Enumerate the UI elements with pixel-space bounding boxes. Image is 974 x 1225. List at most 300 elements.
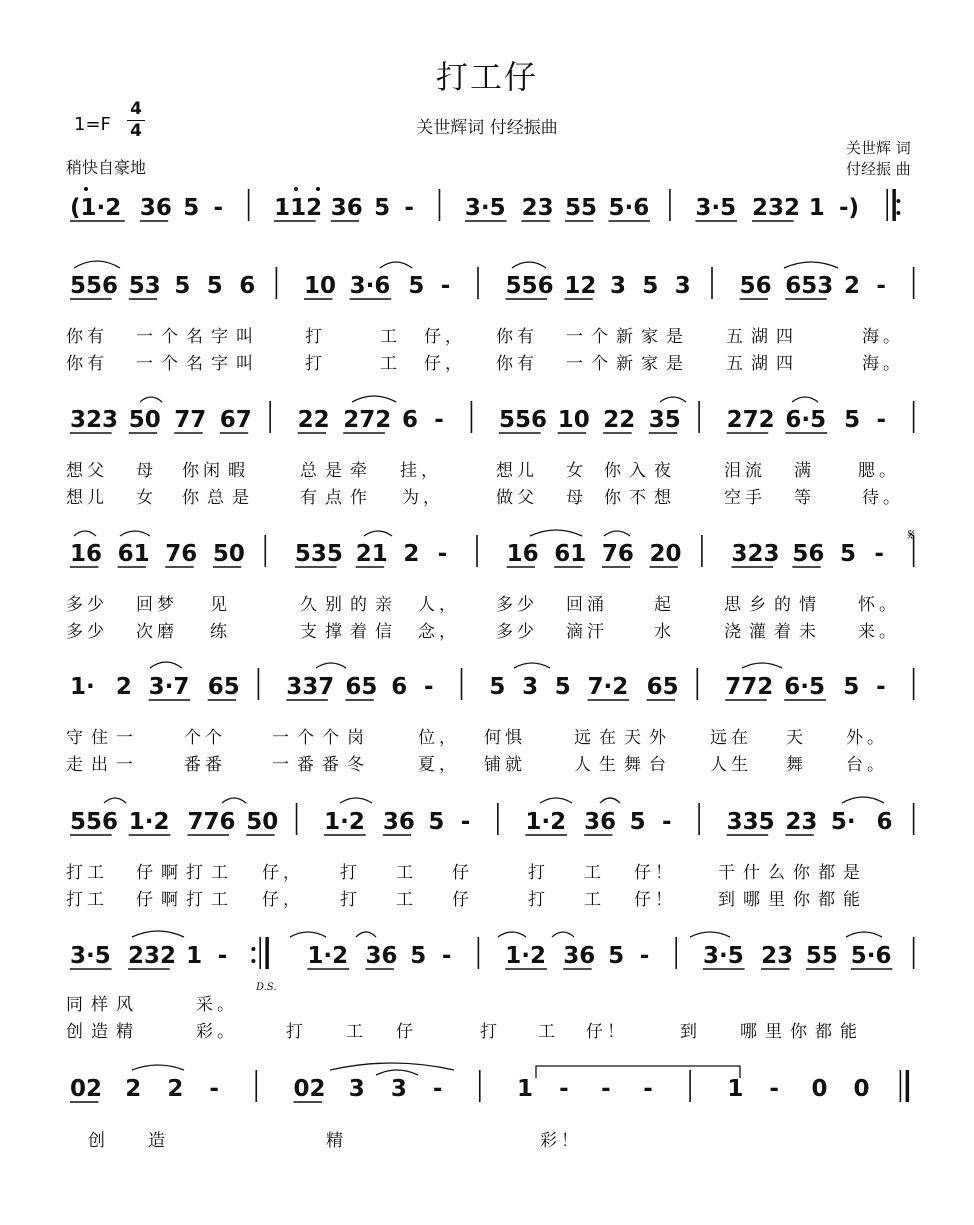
lyric-r6v2-7: 工 xyxy=(584,890,605,910)
lyric-r3v2-7: 你不想 xyxy=(604,488,679,508)
note-group: 3·5 xyxy=(695,195,737,221)
barline xyxy=(689,1070,691,1102)
note-group: - xyxy=(424,674,434,700)
lyric-r4v1-6: 回涌 xyxy=(566,595,608,615)
lyric-r5v1-2: 一个个岗 xyxy=(272,728,372,748)
slur xyxy=(742,663,782,668)
note-group: 5 xyxy=(174,273,191,299)
lyric-r4v1-5: 多少 xyxy=(496,595,538,615)
note-group: - xyxy=(769,1076,779,1102)
note-group: 337 xyxy=(286,674,335,700)
lyric-r5v1-8: 外。 xyxy=(846,728,888,748)
lyric-r6v1-7: 工 xyxy=(584,863,605,883)
lyric-r7v2-8: 到 xyxy=(680,1022,701,1042)
lyric-r6v2-9: 到哪里你都能 xyxy=(718,890,868,910)
lyric-r2v2-1: 一个名字叫 xyxy=(136,354,261,374)
lyric-r4v2-7: 水 xyxy=(654,622,675,642)
note-group: - xyxy=(213,195,224,221)
note-group: 323 xyxy=(70,407,119,433)
slur xyxy=(842,797,884,803)
lyric-r2v1-5: 你有 xyxy=(496,327,538,347)
slur xyxy=(150,662,182,668)
barline xyxy=(675,937,677,969)
slur xyxy=(356,932,376,937)
barline xyxy=(471,401,473,433)
lyric-r6v1-2: 仔， xyxy=(262,863,304,883)
lyric-r6v1-0: 打工 xyxy=(66,863,108,883)
lyric-r6v2-1: 仔啊打工 xyxy=(136,890,236,910)
lyric-r6v1-5: 仔 xyxy=(452,863,473,883)
slur xyxy=(376,1070,418,1075)
lyric-r4v1-4: 人， xyxy=(418,595,460,615)
note-group: - xyxy=(661,809,672,835)
note-group: 6 xyxy=(401,407,418,433)
lyric-r6v1-1: 仔啊打工 xyxy=(136,863,236,883)
lyric-r3v1-5: 挂， xyxy=(400,461,442,481)
note-group: 65 xyxy=(207,674,240,700)
lyric-r2v1-1: 一个名字叫 xyxy=(136,327,261,347)
barline xyxy=(698,401,700,433)
note-group: 36 xyxy=(139,195,172,221)
note-group: - xyxy=(876,407,887,433)
note-group: 10 xyxy=(304,273,337,299)
note-group: 1· xyxy=(70,674,95,700)
note-group: 23 xyxy=(521,195,554,221)
slur xyxy=(540,798,572,803)
note-group: 02 xyxy=(70,1076,103,1102)
note-group: 5 xyxy=(408,273,425,299)
lyric-r6v1-9: 干什么你都是 xyxy=(718,863,868,883)
lyric-r3v2-3: 有点作 xyxy=(300,488,375,508)
slur xyxy=(316,663,346,668)
lyric-r2v1-8: 海。 xyxy=(862,327,904,347)
lyric-r3v2-9: 等 xyxy=(794,488,815,508)
slur xyxy=(330,1063,454,1070)
lyric-r5v2-5: 人生舞台 xyxy=(574,755,674,775)
lyric-r4v1-2: 见 xyxy=(210,595,231,615)
barline xyxy=(913,803,915,835)
note-group: 56 xyxy=(792,541,825,567)
lyric-r7v2-7: 仔！ xyxy=(586,1022,628,1042)
barline xyxy=(258,668,260,700)
barline xyxy=(276,267,278,299)
lyric-r3v1-8: 你入夜 xyxy=(604,461,679,481)
lyric-r7v2-6: 工 xyxy=(538,1022,559,1042)
barline xyxy=(269,401,271,433)
lyric-r4v1-7: 起 xyxy=(654,595,675,615)
lyric-r2v2-0: 你有 xyxy=(66,354,108,374)
note-group: 55 xyxy=(565,195,598,221)
lyric-r8v1-3: 彩！ xyxy=(540,1131,582,1151)
lyric-r7v2-4: 仔 xyxy=(396,1022,417,1042)
barline xyxy=(476,535,478,567)
note-group: 65 xyxy=(646,674,679,700)
note-group: 6 xyxy=(391,674,408,700)
lyric-r2v1-6: 一个新家是 xyxy=(566,327,691,347)
barline xyxy=(900,1070,902,1102)
note-group: 5 xyxy=(843,674,860,700)
note-group: (1·2 xyxy=(70,195,122,221)
slur xyxy=(74,531,96,536)
note-group: 61 xyxy=(554,541,587,567)
slur xyxy=(512,262,546,268)
note-group: 3·6 xyxy=(349,273,391,299)
note-group: 6 xyxy=(876,809,893,835)
lyric-r2v2-2: 打 xyxy=(305,354,326,374)
slur xyxy=(514,663,550,668)
note-group: 232 xyxy=(752,195,801,221)
note-group: - xyxy=(874,541,884,567)
lyric-r3v1-4: 总是牵 xyxy=(300,461,375,481)
note-group: 2 xyxy=(844,273,861,299)
lyric-r2v2-6: 一个新家是 xyxy=(566,354,691,374)
lyric-r4v2-9: 来。 xyxy=(858,622,900,642)
note-group: - xyxy=(440,273,451,299)
barline xyxy=(913,668,915,700)
note-group: 2 xyxy=(125,1076,142,1102)
note-group: 36 xyxy=(365,943,398,969)
note-group: 1 xyxy=(186,943,203,969)
note-group: 3·7 xyxy=(148,674,190,700)
note-group: - xyxy=(876,674,886,700)
lyric-r6v2-2: 仔， xyxy=(262,890,304,910)
barline xyxy=(478,937,480,969)
note-group: 323 xyxy=(731,541,780,567)
note-group: 232 xyxy=(128,943,177,969)
note-group: 5 xyxy=(206,273,223,299)
note-group: - xyxy=(559,1076,569,1102)
note-group: 5 xyxy=(629,809,646,835)
key-signature: 1=F xyxy=(74,114,111,135)
lyric-r4v2-2: 练 xyxy=(210,622,231,642)
barline xyxy=(248,189,250,221)
barline xyxy=(906,1070,910,1102)
note-group: 67 xyxy=(219,407,252,433)
note-group: - xyxy=(639,943,650,969)
lyric-r5v2-0: 走出一 xyxy=(66,755,141,775)
barline xyxy=(892,189,896,221)
note-group: 2 xyxy=(115,674,132,700)
note-group: 21 xyxy=(355,541,388,567)
note-group: - xyxy=(217,943,228,969)
lyric-r6v2-8: 仔！ xyxy=(634,890,676,910)
repeat-dot xyxy=(896,211,900,215)
note-group: 5·6 xyxy=(608,195,650,221)
slur xyxy=(498,932,526,937)
slur xyxy=(846,932,882,937)
lyric-r6v1-6: 打 xyxy=(528,863,549,883)
lyric-r3v2-6: 母 xyxy=(566,488,587,508)
slur xyxy=(222,798,246,803)
note-group: 3 xyxy=(348,1076,365,1102)
lyric-r3v2-5: 做父 xyxy=(496,488,538,508)
lyric-r6v2-6: 打 xyxy=(528,890,549,910)
barline xyxy=(439,189,441,221)
note-group: 1·2 xyxy=(525,809,567,835)
note-group: 535 xyxy=(294,541,343,567)
barline xyxy=(711,267,713,299)
slur xyxy=(132,931,184,937)
barline xyxy=(265,937,269,969)
lyric-r4v2-5: 多少 xyxy=(496,622,538,642)
note-group: 0 xyxy=(811,1076,828,1102)
note-group: 3·5 xyxy=(70,943,111,969)
slur xyxy=(530,530,582,536)
note-group: 0 xyxy=(853,1076,870,1102)
note-group: 6·5 xyxy=(784,674,826,700)
lyric-r3v1-9: 泪流 xyxy=(724,461,766,481)
lyric-r2v2-4: 仔， xyxy=(424,354,466,374)
lyric-r4v2-4: 念， xyxy=(418,622,460,642)
lyric-r2v2-8: 海。 xyxy=(862,354,904,374)
lyric-r2v1-4: 仔， xyxy=(424,327,466,347)
lyric-r3v2-10: 待。 xyxy=(862,488,904,508)
lyric-r2v2-5: 你有 xyxy=(496,354,538,374)
note-group: 55 xyxy=(805,943,838,969)
note-group: 5 xyxy=(642,273,659,299)
note-group: - xyxy=(643,1076,653,1102)
note-group: - xyxy=(209,1076,219,1102)
note-group: 10 xyxy=(557,407,590,433)
song-title: 打工仔 xyxy=(435,58,538,96)
lyric-r5v1-6: 远在 xyxy=(710,728,752,748)
lyric-r4v1-0: 多少 xyxy=(66,595,108,615)
note-group: 1·2 xyxy=(307,943,349,969)
lyric-r5v2-2: 一番番冬 xyxy=(272,755,372,775)
barline xyxy=(497,803,499,835)
note-group: 1 xyxy=(808,195,825,221)
note-group: 5 xyxy=(410,943,427,969)
lyric-r7v2-2: 打 xyxy=(286,1022,307,1042)
note-group: 776 xyxy=(187,809,236,835)
lyric-r5v1-5: 远在天外 xyxy=(574,728,674,748)
song-subtitle: 关世辉词 付经振曲 xyxy=(416,118,558,138)
slur xyxy=(552,932,574,937)
lyric-r6v1-3: 打 xyxy=(340,863,361,883)
lyric-r3v1-10: 满 xyxy=(794,461,815,481)
credit-lyricist: 关世辉 词 xyxy=(846,139,911,157)
note-group: 5 xyxy=(608,943,625,969)
slur xyxy=(104,798,126,803)
lyric-r4v2-6: 滴汗 xyxy=(566,622,608,642)
note-group: 5·6 xyxy=(850,943,892,969)
note-group: - xyxy=(601,1076,611,1102)
note-group: 5 xyxy=(183,195,200,221)
lyric-r3v2-4: 为， xyxy=(402,488,444,508)
lyric-r3v2-8: 空手 xyxy=(724,488,766,508)
barline xyxy=(669,189,671,221)
note-group: 1·2 xyxy=(324,809,365,835)
repeat-dot xyxy=(896,199,900,203)
note-group: 02 xyxy=(293,1076,326,1102)
note-group: 76 xyxy=(165,541,198,567)
note-group: - xyxy=(876,273,886,299)
lyric-r5v2-1: 番番 xyxy=(184,755,226,775)
ds-mark: D.S. xyxy=(256,982,277,993)
lyric-r5v1-7: 天 xyxy=(786,728,807,748)
slur xyxy=(784,262,838,268)
lyric-r8v1-2: 精 xyxy=(326,1131,347,1151)
slur xyxy=(132,1065,184,1070)
lyric-r7v2-9: 哪里你都能 xyxy=(740,1022,865,1042)
lyric-r2v1-2: 打 xyxy=(305,327,326,347)
lyric-r4v1-3: 久别的亲 xyxy=(300,595,400,615)
barline xyxy=(698,803,700,835)
barline xyxy=(479,1070,481,1102)
lyric-r3v1-3: 暇 xyxy=(228,461,249,481)
lyric-r2v1-7: 五湖四 xyxy=(726,327,801,347)
note-group: 3 xyxy=(390,1076,407,1102)
lyric-r8v1-1: 造 xyxy=(148,1131,169,1151)
note-group: 653 xyxy=(785,273,834,299)
lyric-r3v1-0: 想父 xyxy=(66,461,108,481)
lyric-r4v2-8: 浇灌着未 xyxy=(724,622,824,642)
barline xyxy=(255,1070,257,1102)
lyric-r4v1-8: 思乡的情 xyxy=(724,595,824,615)
note-group: 23 xyxy=(761,943,794,969)
lyric-r6v2-0: 打工 xyxy=(66,890,108,910)
lyric-r2v1-0: 你有 xyxy=(66,327,108,347)
note-group: 53 xyxy=(128,273,161,299)
note-group: 6 xyxy=(239,273,256,299)
slur xyxy=(604,531,630,536)
lyric-r6v1-4: 工 xyxy=(396,863,417,883)
slur xyxy=(380,262,412,268)
note-group: 5 xyxy=(428,809,445,835)
note-group: 3 xyxy=(674,273,691,299)
note-group: 22 xyxy=(603,407,636,433)
lyric-r7v2-5: 打 xyxy=(480,1022,501,1042)
note-group: - xyxy=(434,407,444,433)
barline xyxy=(913,937,915,969)
lyric-r2v1-3: 工 xyxy=(380,327,401,347)
note-group: 77 xyxy=(174,407,207,433)
lyric-r6v2-3: 打 xyxy=(340,890,361,910)
note-group: 50 xyxy=(212,541,245,567)
note-group: 556 xyxy=(70,273,119,299)
barline xyxy=(296,803,298,835)
note-group: 5 xyxy=(489,674,506,700)
note-group: 56 xyxy=(739,273,772,299)
barline xyxy=(477,267,479,299)
note-group: - xyxy=(404,195,414,221)
note-group: 5 xyxy=(839,541,856,567)
slur xyxy=(340,798,372,803)
tempo-marking: 稍快自豪地 xyxy=(66,158,147,177)
slur xyxy=(364,531,392,536)
note-group: - xyxy=(460,809,471,835)
note-group: -) xyxy=(838,195,860,221)
note-group: 556 xyxy=(70,809,119,835)
lyric-r8v1-0: 创 xyxy=(88,1131,109,1151)
slur xyxy=(140,397,162,402)
octave-dot xyxy=(294,187,298,191)
lyric-r4v2-0: 多少 xyxy=(66,622,108,642)
note-group: 35 xyxy=(648,407,681,433)
barline xyxy=(461,668,463,700)
note-group: 3·5 xyxy=(464,195,506,221)
note-group: 772 xyxy=(725,674,774,700)
note-group: 23 xyxy=(785,809,818,835)
lyric-r3v1-2: 你闲 xyxy=(182,461,224,481)
note-group: 20 xyxy=(649,541,682,567)
note-group: 556 xyxy=(498,407,547,433)
lyric-r5v2-4: 铺就 xyxy=(484,755,526,775)
note-group: - xyxy=(441,943,452,969)
lyric-r5v2-7: 舞 xyxy=(786,755,807,775)
note-group: 5 xyxy=(554,674,571,700)
note-group: 36 xyxy=(330,195,363,221)
lyric-r3v2-2: 你总是 xyxy=(182,488,257,508)
meter-top: 4 xyxy=(130,99,142,119)
note-group: 2 xyxy=(167,1076,184,1102)
note-group: - xyxy=(437,541,448,567)
credit-composer: 付经振 曲 xyxy=(846,160,911,178)
note-group: 556 xyxy=(505,273,554,299)
note-group: 1 xyxy=(517,1076,534,1102)
lyric-r3v1-11: 腮。 xyxy=(858,461,900,481)
lyric-r5v1-1: 个个 xyxy=(184,728,226,748)
note-group: 65 xyxy=(345,674,378,700)
lyric-r5v1-3: 位， xyxy=(418,728,460,748)
lyric-r3v2-1: 女 xyxy=(136,488,157,508)
lyric-r3v2-0: 想儿 xyxy=(66,488,108,508)
note-group: 6·5 xyxy=(785,407,827,433)
note-group: 50 xyxy=(246,809,279,835)
barline xyxy=(697,668,699,700)
note-group: 2 xyxy=(403,541,420,567)
lyric-r7v1-0: 同样风 xyxy=(66,995,141,1015)
slur xyxy=(660,397,686,402)
lyric-r5v2-8: 台。 xyxy=(846,755,888,775)
note-group: 3 xyxy=(522,674,539,700)
lyric-r6v1-8: 仔！ xyxy=(634,863,676,883)
octave-dot xyxy=(316,187,320,191)
note-group: 272 xyxy=(726,407,775,433)
note-group: 50 xyxy=(128,407,161,433)
lyric-r7v2-1: 彩。 xyxy=(196,1022,238,1042)
segno-mark: 𝄋 xyxy=(908,525,915,544)
note-group: 22 xyxy=(297,407,330,433)
barline xyxy=(913,401,915,433)
note-group: 61 xyxy=(117,541,150,567)
lyric-r4v1-1: 回梦 xyxy=(136,595,178,615)
lyric-r7v2-3: 工 xyxy=(346,1022,367,1042)
lyric-r7v2-0: 创造精 xyxy=(66,1022,141,1042)
lyric-r5v1-4: 何惧 xyxy=(484,728,526,748)
slur xyxy=(352,396,396,402)
note-group: 1 xyxy=(727,1076,744,1102)
barline xyxy=(264,535,266,567)
note-group: 1·2 xyxy=(128,809,170,835)
lyric-r3v1-7: 女 xyxy=(566,461,587,481)
barline xyxy=(886,189,888,221)
slur xyxy=(290,932,326,937)
lyric-r6v2-5: 仔 xyxy=(452,890,473,910)
slur xyxy=(600,798,620,803)
slur xyxy=(690,932,730,937)
barline xyxy=(701,535,703,567)
lyric-r3v1-6: 想儿 xyxy=(496,461,538,481)
note-group: 5 xyxy=(374,195,391,221)
note-group: 16 xyxy=(506,541,539,567)
lyric-r4v2-3: 支撑着信 xyxy=(300,622,400,642)
lyric-r5v2-6: 人生 xyxy=(710,755,752,775)
note-group: 16 xyxy=(70,541,103,567)
note-group: 36 xyxy=(382,809,415,835)
note-group: 272 xyxy=(343,407,392,433)
lyric-r6v2-4: 工 xyxy=(396,890,417,910)
